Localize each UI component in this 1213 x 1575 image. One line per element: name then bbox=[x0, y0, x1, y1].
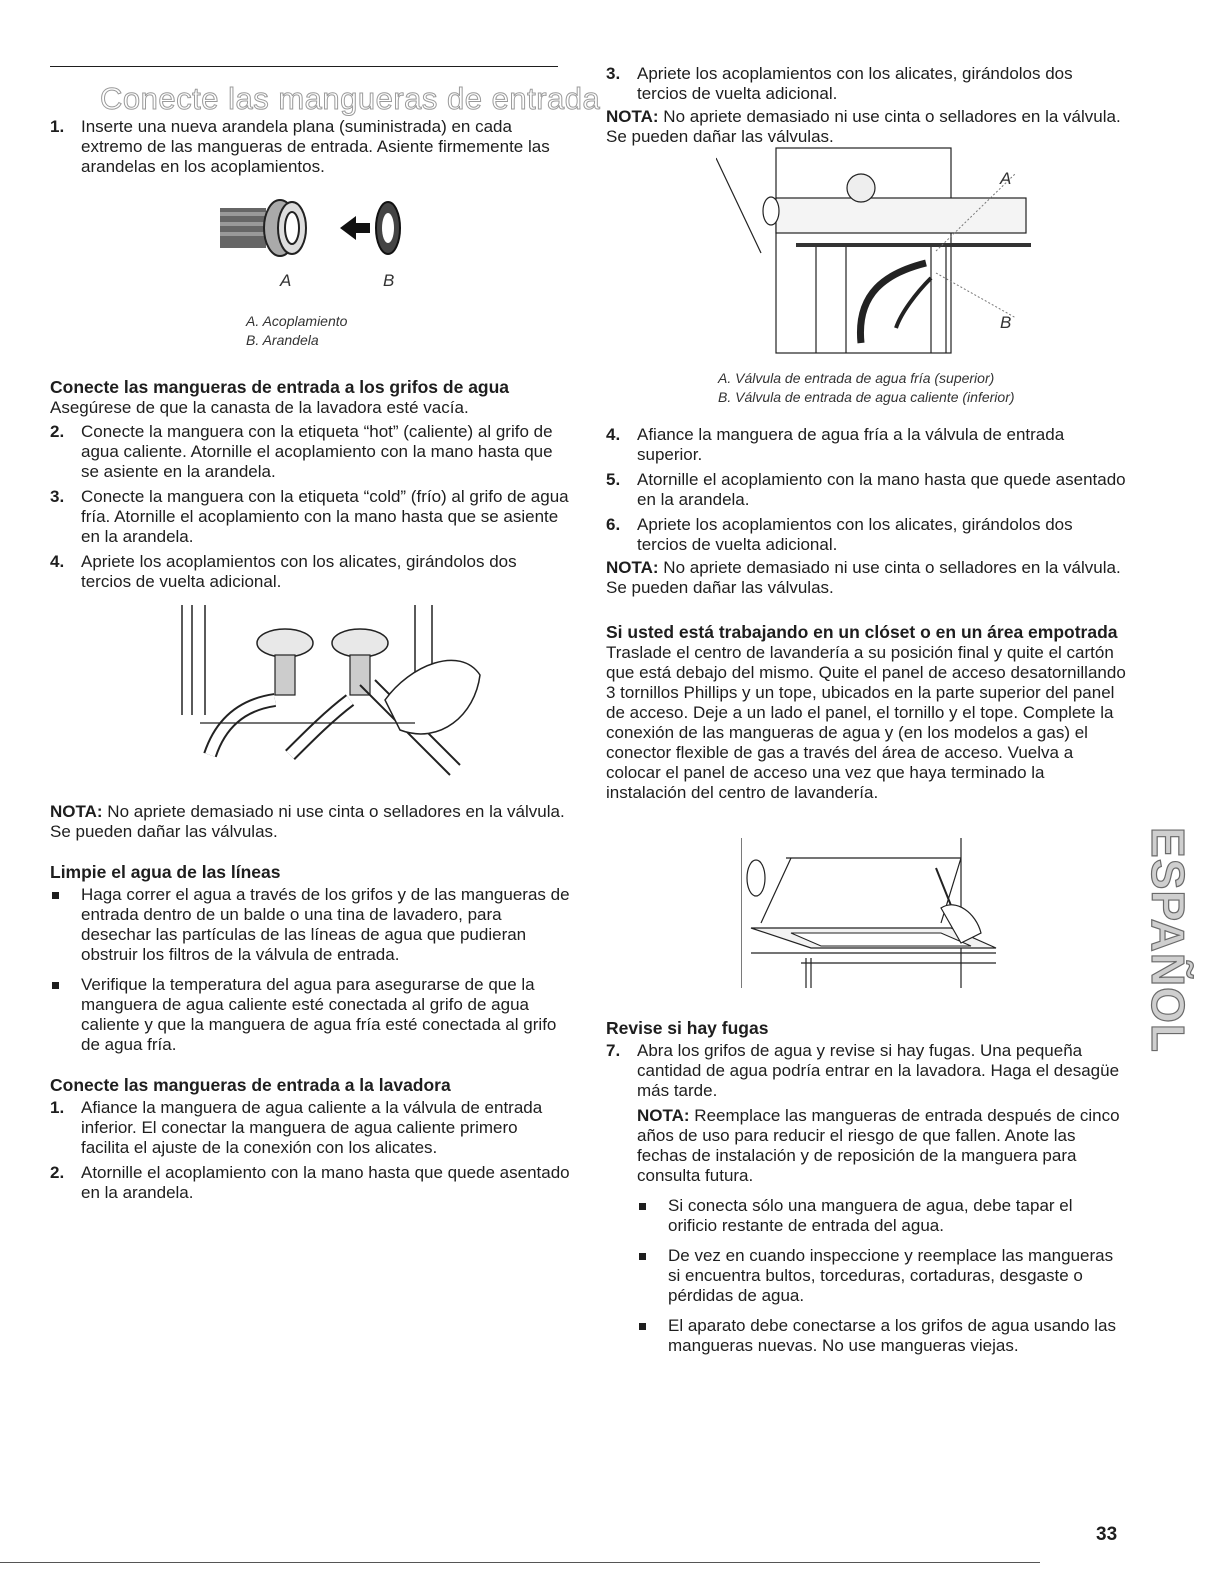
nota-text: Reemplace las mangueras de entrada después de cinco años de uso para reducir el riesgo de que fallen. Anote las fechas de instalación y de reposición de la manguera para consulta futura. bbox=[637, 1106, 1120, 1185]
step-number: 2. bbox=[50, 422, 65, 441]
washer-section bbox=[50, 1075, 570, 1203]
fig1-label-a: A bbox=[280, 271, 292, 290]
leaks-heading: Revise si hay fugas bbox=[606, 1018, 769, 1038]
nota-4 bbox=[606, 1106, 1126, 1186]
bullet-marker bbox=[52, 982, 59, 989]
washer-heading: Conecte las mangueras de entrada a la lavadora bbox=[50, 1075, 451, 1095]
step-text: Conecte la manguera con la etiqueta “hot” (caliente) al grifo de agua caliente. Atornille el acoplamiento con la mano hasta que se asiente en la arandela. bbox=[81, 422, 553, 481]
step-number: 3. bbox=[50, 487, 65, 506]
fig1-caption-b: B. Arandela bbox=[246, 332, 319, 348]
faucets-section bbox=[50, 377, 570, 592]
nota-1 bbox=[50, 802, 570, 842]
coupling-washer-figure bbox=[220, 190, 420, 270]
bottom-rule bbox=[0, 1562, 1040, 1563]
language-side-tab bbox=[1142, 820, 1194, 1060]
section-rule bbox=[50, 66, 558, 67]
step-number: 4. bbox=[50, 552, 65, 571]
flush-section bbox=[50, 862, 570, 1055]
nota-label: NOTA: bbox=[606, 107, 659, 126]
step-text: Apriete los acoplamientos con los alicates, girándolos dos tercios de vuelta adicional. bbox=[81, 552, 517, 591]
step-text: Afiance la manguera de agua fría a la válvula de entrada superior. bbox=[637, 425, 1065, 464]
closet-section bbox=[606, 622, 1126, 803]
step-3 bbox=[606, 64, 1126, 147]
fig1-label-b: B bbox=[383, 271, 395, 290]
fig3-caption-b: B. Válvula de entrada de agua caliente (inferior) bbox=[718, 389, 1015, 405]
fig3-caption-a: A. Válvula de entrada de agua fría (superior) bbox=[718, 370, 995, 386]
nota-label: NOTA: bbox=[606, 558, 659, 577]
step-number: 2. bbox=[50, 1163, 65, 1182]
bullet-marker bbox=[52, 892, 59, 899]
step-1 bbox=[50, 117, 570, 177]
step-number: 6. bbox=[606, 515, 621, 534]
nota-label: NOTA: bbox=[50, 802, 103, 821]
bullet-text: De vez en cuando inspeccione y reemplace las mangueras si encuentra bultos, torceduras, cortaduras, desgaste o pérdidas de agua. bbox=[668, 1246, 1114, 1305]
faucets-pliers-figure bbox=[170, 605, 490, 790]
fig3-label-a: A bbox=[1000, 169, 1012, 188]
fig1-caption-a: A. Acoplamiento bbox=[246, 313, 348, 329]
step-text: Apriete los acoplamientos con los alicates, girándolos dos tercios de vuelta adicional. bbox=[637, 515, 1073, 554]
nota-text: No apriete demasiado ni use cinta o selladores en la válvula. Se pueden dañar las válvulas. bbox=[50, 802, 565, 841]
nota-2 bbox=[606, 107, 1126, 147]
step-text: Abra los grifos de agua y revise si hay fugas. Una pequeña cantidad de agua podría entrar en la lavadora. Haga el desagüe más tarde. bbox=[637, 1041, 1120, 1100]
faucets-intro: Asegúrese de que la canasta de la lavadora esté vacía. bbox=[50, 398, 469, 417]
nota-3 bbox=[606, 558, 1126, 598]
step-text: Atornille el acoplamiento con la mano hasta que quede asentado en la arandela. bbox=[637, 470, 1126, 509]
nota-text: No apriete demasiado ni use cinta o selladores en la válvula. Se pueden dañar las válvulas. bbox=[606, 558, 1121, 597]
access-panel-figure bbox=[741, 838, 1011, 988]
section-title: Conecte las mangueras de entrada bbox=[100, 81, 601, 116]
fig3-label-b: B bbox=[1000, 313, 1012, 332]
step-number: 7. bbox=[606, 1041, 621, 1060]
bullet-text: El aparato debe conectarse a los grifos de agua usando las mangueras nuevas. No use mangueras viejas. bbox=[668, 1316, 1116, 1355]
step-number: 1. bbox=[50, 1098, 65, 1117]
closet-heading: Si usted está trabajando en un clóset o en un área empotrada bbox=[606, 622, 1118, 642]
closet-text: Traslade el centro de lavandería a su posición final y quite el cartón que está debajo del mismo. Quite el panel de acceso desatornillando 3 tornillos Phillips y un tope, ubicados en la parte superior del panel de acceso. Deje a un lado el panel, el tornillo y el tope. Complete la conexión de las mangueras de agua y (en los modelos a gas) el conector flexible de gas a través del área de acceso. Vuelva a colocar el panel de acceso una vez que haya terminado la instalación del centro de lavandería. bbox=[606, 643, 1126, 802]
bullet-text: Haga correr el agua a través de los grifos y de las mangueras de entrada dentro de un balde o una tina de lavadero, para desechar las partículas de las líneas de agua que pudieran obstruir los filtros de la válvula de entrada. bbox=[81, 885, 570, 964]
faucets-heading: Conecte las mangueras de entrada a los grifos de agua bbox=[50, 377, 510, 397]
bullet-marker bbox=[639, 1253, 646, 1260]
step-text: Inserte una nueva arandela plana (suministrada) en cada extremo de las mangueras de entrada. Asiente firmemente las arandelas en los acoplamientos. bbox=[81, 117, 550, 176]
step-text: Conecte la manguera con la etiqueta “cold” (frío) al grifo de agua fría. Atornille el acoplamiento con la mano hasta que se asiente en la arandela. bbox=[81, 487, 569, 546]
bullet-marker bbox=[639, 1323, 646, 1330]
bullet-text: Verifique la temperatura del agua para asegurarse de que la manguera de agua caliente esté conectada al grifo de agua caliente y que la manguera de agua fría esté conectada al grifo de agua fría. bbox=[81, 975, 557, 1054]
bullet-marker bbox=[639, 1203, 646, 1210]
nota-label: NOTA: bbox=[637, 1106, 690, 1125]
step-text: Afiance la manguera de agua caliente a la válvula de entrada inferior. El conectar la manguera de agua caliente primero facilita el ajuste de la conexión con los alicates. bbox=[81, 1098, 543, 1157]
language-label: ESPAÑOL bbox=[1142, 827, 1194, 1053]
leaks-section bbox=[606, 1018, 1126, 1356]
step-number: 4. bbox=[606, 425, 621, 444]
step-number: 5. bbox=[606, 470, 621, 489]
steps-4-6 bbox=[606, 425, 1126, 598]
step-text: Atornille el acoplamiento con la mano hasta que quede asentado en la arandela. bbox=[81, 1163, 570, 1202]
step-text: Apriete los acoplamientos con los alicates, girándolos dos tercios de vuelta adicional. bbox=[637, 64, 1073, 103]
flush-heading: Limpie el agua de las líneas bbox=[50, 862, 281, 882]
page-number: 33 bbox=[1096, 1524, 1118, 1545]
bullet-text: Si conecta sólo una manguera de agua, debe tapar el orificio restante de entrada del agua. bbox=[668, 1196, 1073, 1235]
nota-text: No apriete demasiado ni use cinta o selladores en la válvula. Se pueden dañar las válvulas. bbox=[606, 107, 1121, 146]
step-number: 1. bbox=[50, 117, 65, 136]
step-number: 3. bbox=[606, 64, 621, 83]
